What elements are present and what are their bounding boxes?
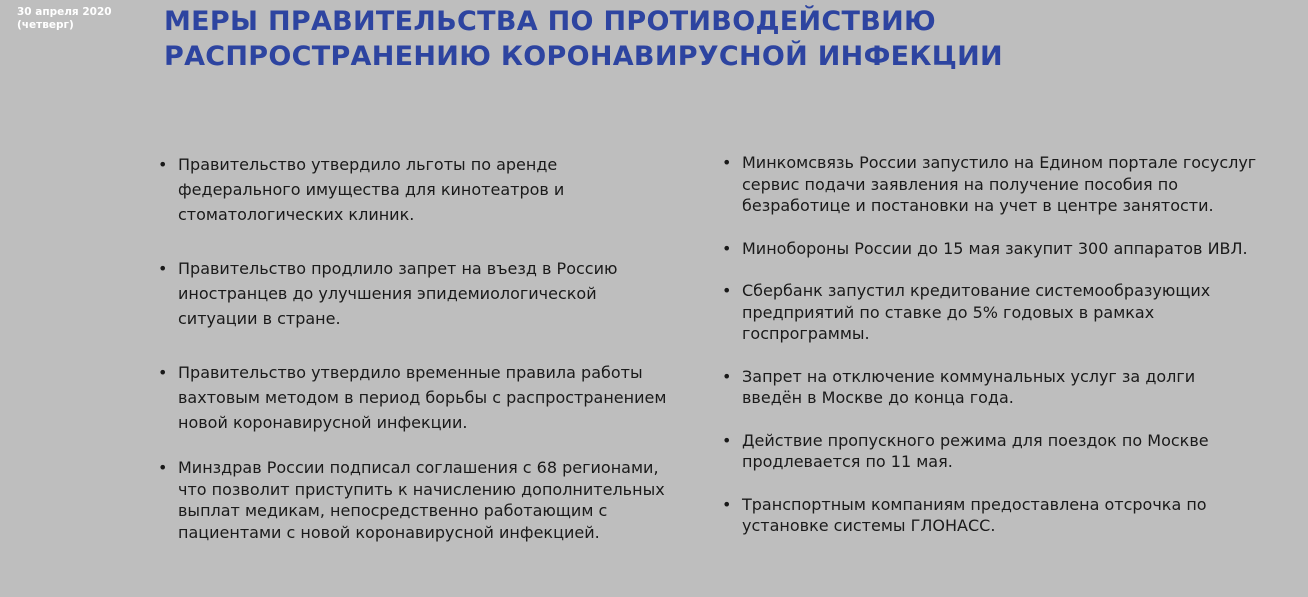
page-title [164, 4, 1003, 74]
right-measures-list [720, 152, 1260, 558]
list-item: • Минобороны России до 15 мая закупит 300 аппаратов ИВЛ. [720, 238, 1260, 260]
date-label [17, 6, 112, 32]
list-item: • Транспортным компаниям предоставлена отсрочка по установке системы ГЛОНАСС. [720, 494, 1260, 537]
date-text: 30 апреля 2020 [17, 6, 112, 18]
list-item: • Действие пропускного режима для поездок по Москве продлевается по 11 мая. [720, 430, 1260, 473]
list-item: • Правительство продлило запрет на въезд в Россию иностранцев до улучшения эпидемиологической ситуации в стране. [156, 256, 676, 331]
list-item: • Минкомсвязь России запустило на Едином портале госуслуг сервис подачи заявления на получение пособия по безработице и постановки на учет в центре занятости. [720, 152, 1260, 217]
list-item: • Правительство утвердило временные правила работы вахтовым методом в период борьбы с распространением новой коронавирусной инфекции. [156, 360, 676, 435]
page-title-line-1: МЕРЫ ПРАВИТЕЛЬСТВА ПО ПРОТИВОДЕЙСТВИЮ [164, 6, 937, 37]
list-item: • Минздрав России подписал соглашения с 68 регионами, что позволит приступить к начислению дополнительных выплат медикам, непосредственно работающим с пациентами с новой коронавирусной инфекцией. [156, 457, 676, 543]
left-measures-list [156, 152, 676, 572]
list-item: • Запрет на отключение коммунальных услуг за долги введён в Москве до конца года. [720, 366, 1260, 409]
page-title-line-2: РАСПРОСТРАНЕНИЮ КОРОНАВИРУСНОЙ ИНФЕКЦИИ [164, 41, 1003, 72]
list-item: • Сбербанк запустил кредитование системообразующих предприятий по ставке до 5% годовых в рамках госпрограммы. [720, 280, 1260, 345]
list-item: • Правительство утвердило льготы по аренде федерального имущества для кинотеатров и стоматологических клиник. [156, 152, 676, 227]
weekday-text: (четверг) [17, 19, 74, 31]
